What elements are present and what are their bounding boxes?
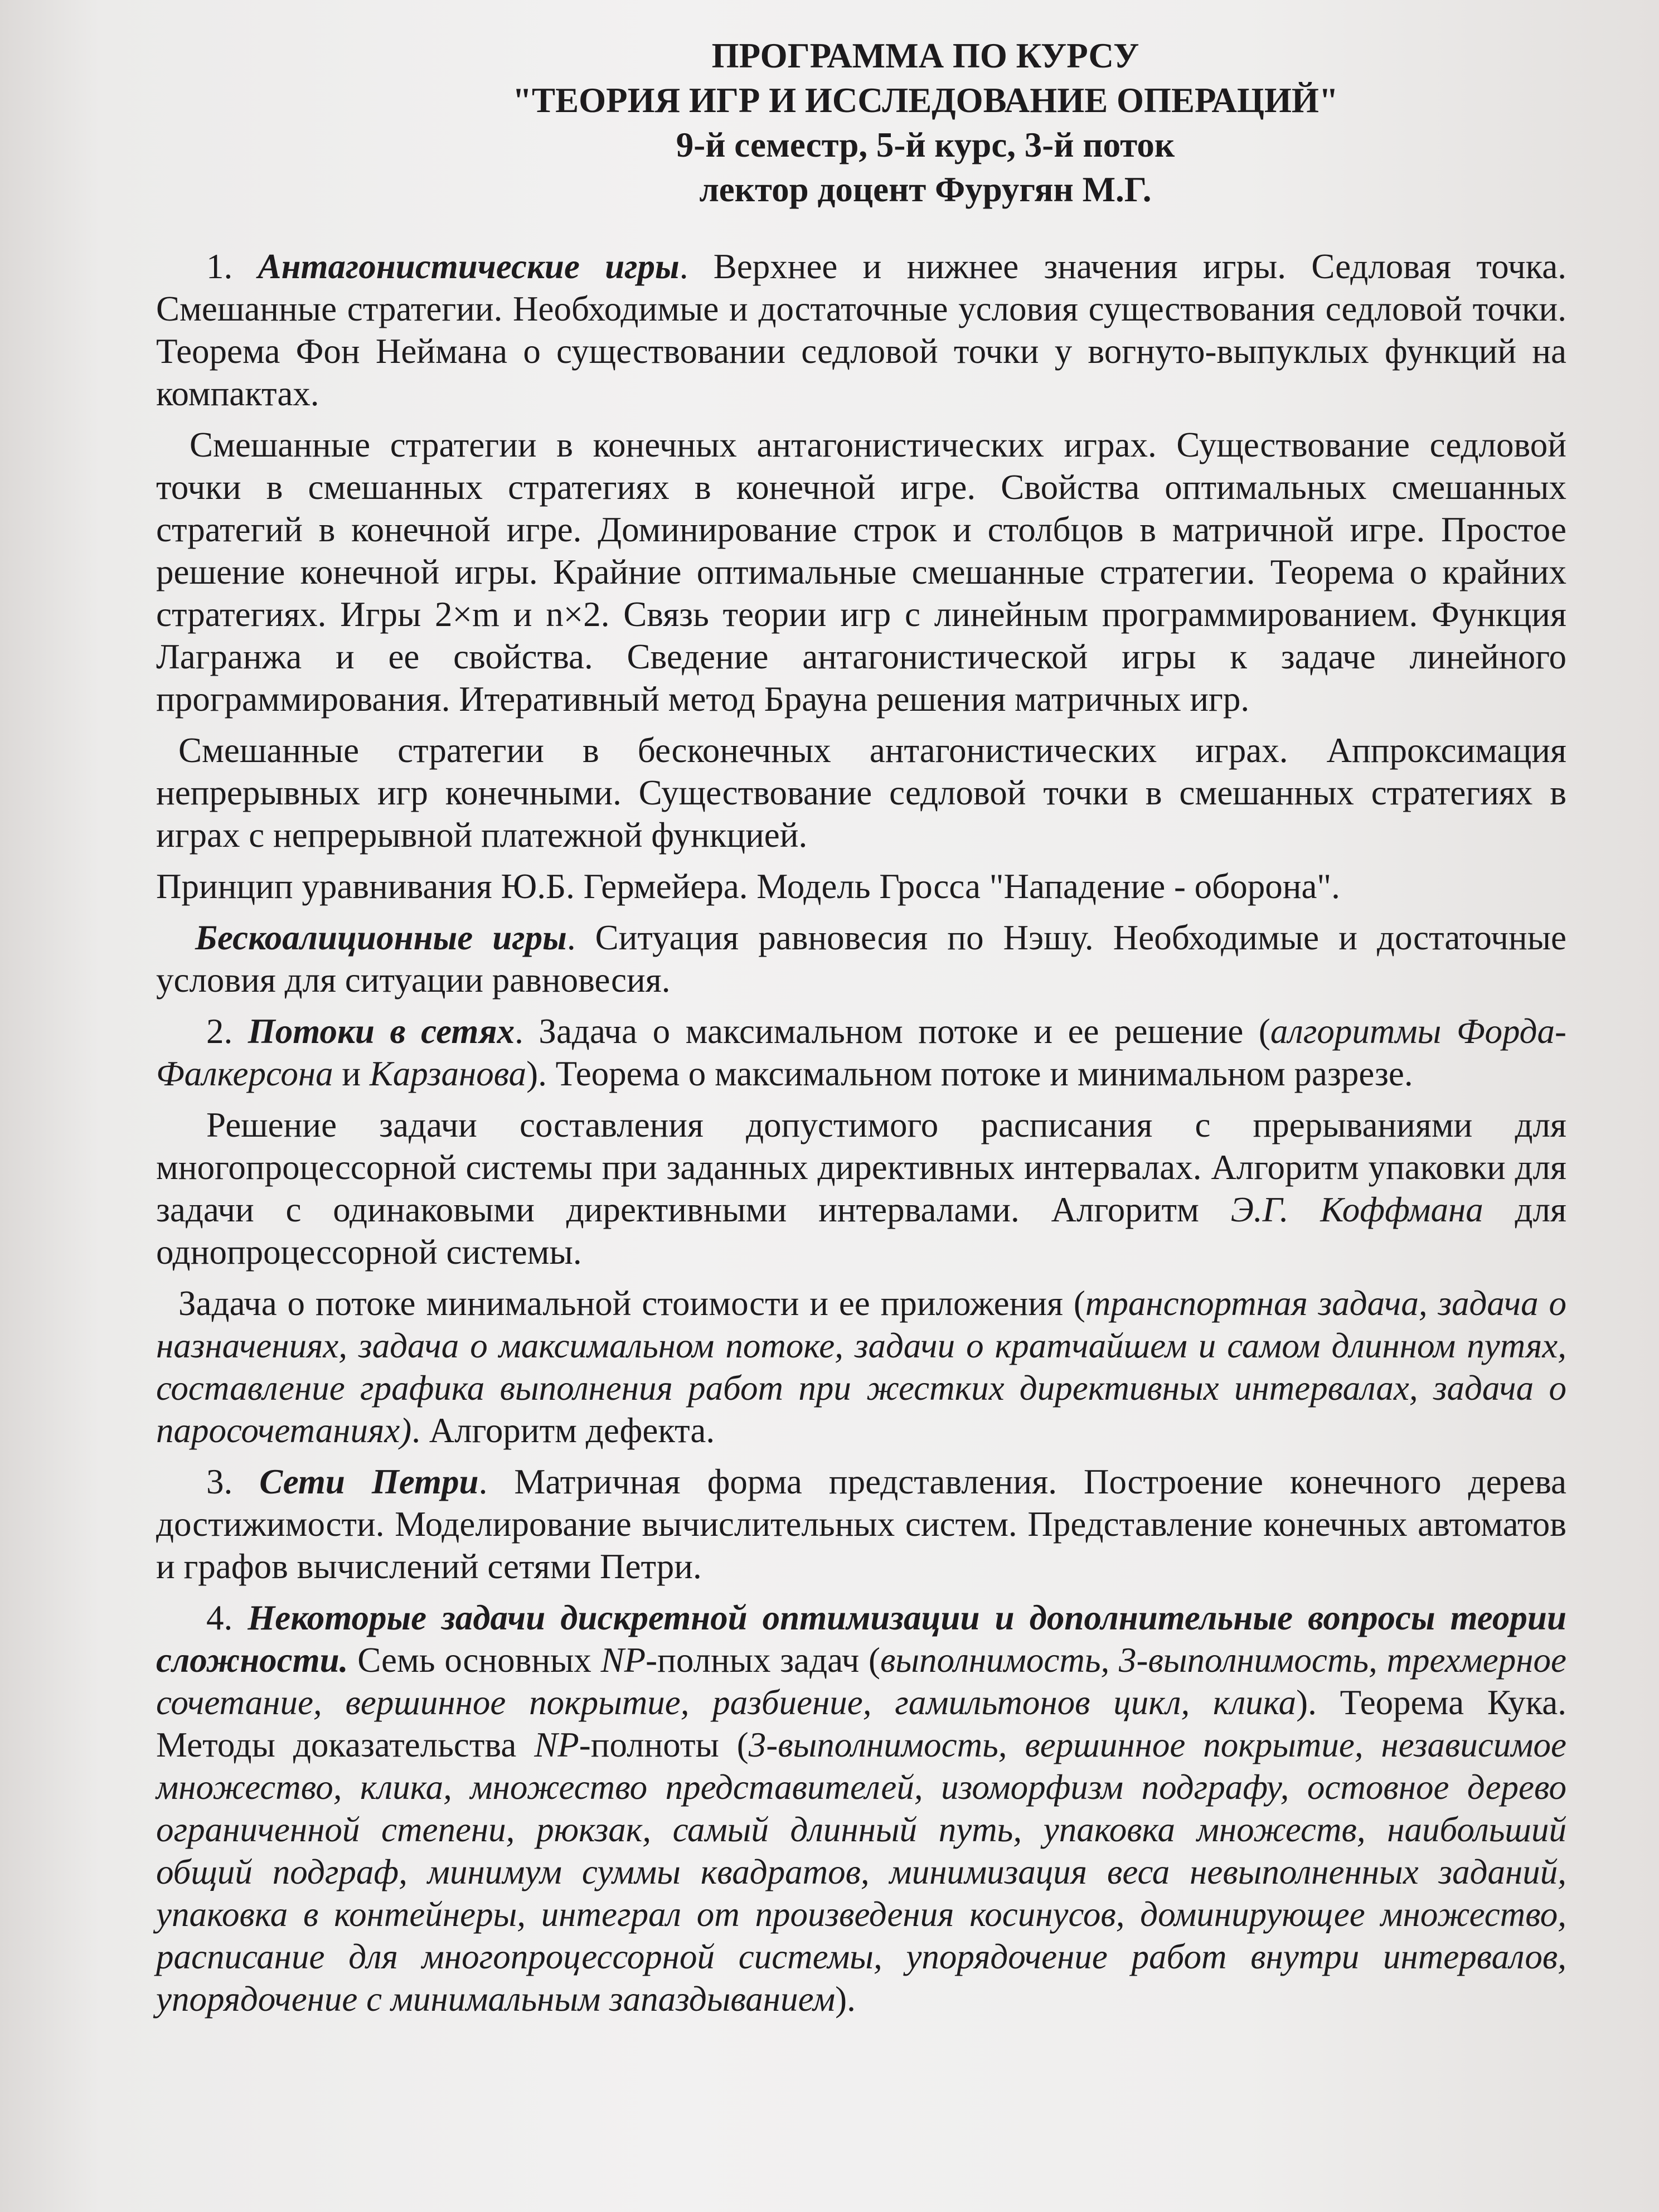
paragraph-text: . Алгоритм дефекта. [411, 1411, 715, 1450]
paragraph-mixed-strategies-finite: Смешанные стратегии в конечных антагонистических играх. Существование седловой точки в смешанных стратегиях в конечной игре. Свойства оптимальных смешанных стратегий в конечной игре. Доминирование строк и столбцов в матричной игре. Простое решение конечной игры. Крайние оптимальные смешанные стратегии. Теорема о крайних стратегиях. Игры 2×m и n×2. Связь теории игр с линейным программированием. Функция Лагранжа и ее свойства. Сведение антагонистической игры к задаче линейного программирования. Итеративный метод Брауна решения матричных игр. [156, 425, 1566, 719]
section-text: -полных задач ( [646, 1641, 881, 1680]
document-body [156, 33, 1566, 2029]
section-number: 2. [206, 1012, 248, 1051]
section-number: 1. [206, 247, 258, 286]
section-number: 3. [206, 1462, 260, 1501]
section-4-paragraph [156, 1597, 1566, 2020]
section-title: Потоки в сетях [248, 1012, 515, 1051]
italic-term: Карзанова [369, 1054, 527, 1093]
section-2-paragraph [156, 1010, 1566, 1095]
section-title: Антагонистические игры [258, 247, 680, 286]
header-semester: 9-й семестр, 5-й курс, 3-й поток [676, 125, 1175, 164]
paragraph-text: для однопроцессорной системы. [156, 1190, 1566, 1272]
section-title: Сети Петри [259, 1462, 479, 1501]
paragraph-noncoalition-games [156, 916, 1566, 1001]
section-text: -полноты ( [579, 1725, 749, 1764]
paragraph-text: Решение задачи составления допустимого расписания с прерываниями для многопроцессорной системы при заданных директивных интервалах. Алгоритм упаковки для задачи с одинаковыми директивными интервалами. Алгоритм [156, 1105, 1566, 1229]
header-title: ПРОГРАММА ПО КУРСУ [711, 36, 1139, 75]
section-text: и [333, 1054, 370, 1093]
document-header [284, 33, 1566, 212]
section-title: Бескоалиционные игры [195, 918, 567, 957]
header-course-name: "ТЕОРИЯ ИГР И ИССЛЕДОВАНИЕ ОПЕРАЦИЙ" [512, 81, 1338, 120]
paragraph-scheduling [156, 1104, 1566, 1273]
italic-term: транспортная задача, задача о назначениях, задача о максимальном потоке, задачи о кратчайшем и самом длинном путях, составление графика выполнения работ при жестких директивных интервалах, задача о паросочетаниях) [156, 1284, 1567, 1450]
section-title: Некоторые задачи дискретной оптимизации и дополнительные вопросы теории сложности. [156, 1598, 1567, 1680]
paragraph-text: Задача о потоке минимальной стоимости и ее приложения ( [178, 1284, 1085, 1323]
section-3-paragraph [156, 1461, 1566, 1588]
paragraph-mixed-strategies-infinite: Смешанные стратегии в бесконечных антагонистических играх. Аппроксимация непрерывных игр конечными. Существование седловой точки в смешанных стратегиях в играх с непрерывной платежной функцией. [156, 731, 1566, 855]
italic-term: 3-выполнимость, вершинное покрытие, независимое множество, клика, множество представителей, изоморфизм подграфу, остовное дерево ограниченной степени, рюкзак, самый длинный путь, упаковка множеств, наибольший общий подграф, минимум суммы квадратов, минимизация веса невыполненных заданий, упаковка в контейнеры, интеграл от произведения косинусов, доминирующее множество, расписание для многопроцессорной системы, упорядочение работ внутри интервалов, упорядочение с минимальным запаздыванием [156, 1725, 1566, 2019]
section-number: 4. [206, 1598, 248, 1637]
header-lecturer: лектор доцент Фуругян М.Г. [699, 170, 1152, 209]
section-text: ). Теорема Кука. Методы доказательства [156, 1683, 1566, 1764]
section-text: . Верхнее и нижнее значения игры. Седловая точка. Смешанные стратегии. Необходимые и достаточные условия существования седловой точки. Теорема Фон Неймана о существовании седловой точки у вогнуто-выпуклых функций на компактах. [156, 247, 1567, 413]
italic-term: Э.Г. Коффмана [1230, 1190, 1483, 1229]
section-text: . Матричная форма представления. Построение конечного дерева достижимости. Моделирование вычислительных систем. Представление конечных автоматов и графов вычислений сетями Петри. [156, 1462, 1566, 1586]
paragraph-germeier: Принцип уравнивания Ю.Б. Гермейера. Модель Гросса "Нападение - оборона". [156, 867, 1340, 906]
section-text: Семь основных [348, 1641, 601, 1680]
section-text: . Задача о максимальном потоке и ее решение ( [515, 1012, 1270, 1051]
np-term: NP [600, 1641, 646, 1680]
italic-term: алгоритмы Форда-Фалкерсона [156, 1012, 1566, 1093]
paragraph-min-cost-flow [156, 1282, 1566, 1452]
section-1-paragraph [156, 245, 1566, 415]
np-term: NP [534, 1725, 579, 1764]
italic-term: выполнимость, 3-выполнимость, трехмерное сочетание, вершинное покрытие, разбиение, гамильтонов цикл, клика [156, 1641, 1566, 1722]
section-text: . Ситуация равновесия по Нэшу. Необходимые и достаточные условия для ситуации равновесия. [156, 918, 1566, 1000]
section-text: ). [835, 1980, 856, 2019]
section-text: ). Теорема о максимальном потоке и минимальном разрезе. [526, 1054, 1413, 1093]
